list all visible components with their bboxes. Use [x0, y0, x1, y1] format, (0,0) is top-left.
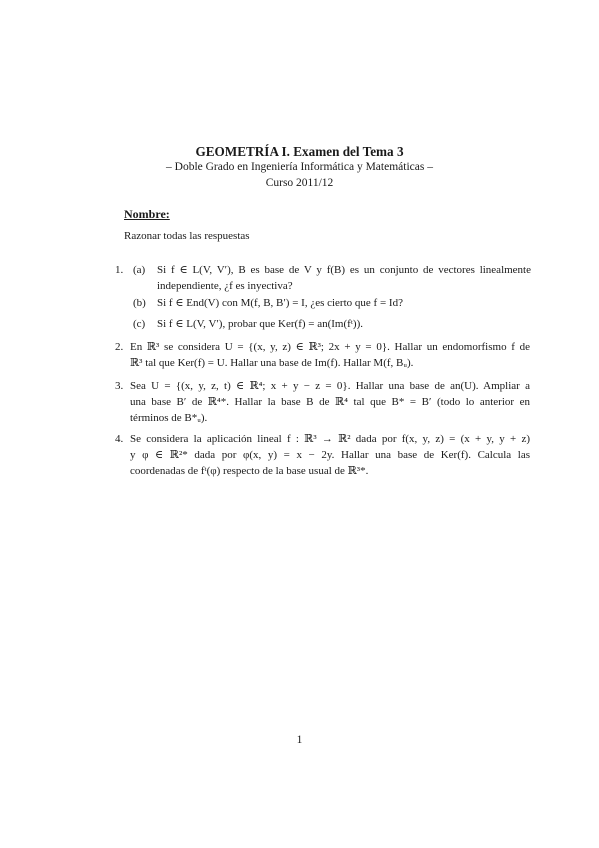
exam-title: GEOMETRÍA I. Examen del Tema 3 — [195, 144, 404, 159]
text-line: una base B′ de ℝ⁴*. Hallar la base B de ℝ⁴ tal que B* = B′ (todo lo anterior en — [130, 396, 530, 408]
text-line: independiente, ¿f es inyectiva? — [157, 280, 293, 292]
text-line: coordenadas de fᵗ(φ) respecto de la base usual de ℝ³*. — [130, 465, 369, 477]
question-number: 4. — [115, 433, 124, 445]
part-label: (c) — [133, 318, 146, 330]
text-line: y φ ∈ ℝ²* dada por φ(x, y) = x − 2y. Hallar una base de Ker(f). Calcula las — [130, 449, 530, 461]
question-number: 2. — [115, 341, 124, 353]
exam-course: Curso 2011/12 — [265, 177, 334, 189]
text-line: Sea U = {(x, y, z, t) ∈ ℝ⁴; x + y − z = 0}. Hallar una base de an(U). Ampliar a — [130, 380, 530, 392]
part-label: (a) — [133, 264, 146, 276]
question-number: 1. — [115, 264, 124, 276]
part-label: (b) — [133, 297, 146, 309]
exam-subtitle: – Doble Grado en Ingeniería Informática y Matemáticas – — [166, 161, 433, 173]
page-number: 1 — [296, 734, 303, 746]
text-line: Si f ∈ L(V, V′), B es base de V y f(B) es un conjunto de vectores linealmente — [157, 264, 531, 276]
question-number: 3. — [115, 380, 124, 392]
text-line: En ℝ³ se considera U = {(x, y, z) ∈ ℝ³; 2x + y = 0}. Hallar un endomorfismo f de — [130, 341, 530, 353]
text-line: Se considera la aplicación lineal f : ℝ³ → ℝ² dada por f(x, y, z) = (x + y, y + z) — [130, 433, 530, 445]
text-line: términos de B*ᵤ). — [130, 412, 208, 424]
text-line: Si f ∈ End(V) con M(f, B, B′) = I, ¿es cierto que f = Id? — [157, 297, 403, 309]
nombre-label: Nombre: — [124, 207, 170, 221]
text-line: ℝ³ tal que Ker(f) = U. Hallar una base de Im(f). Hallar M(f, Bᵤ). — [130, 357, 414, 369]
instructions: Razonar todas las respuestas — [124, 230, 250, 242]
text-line: Si f ∈ L(V, V′), probar que Ker(f) = an(Im(fᵗ)). — [157, 318, 363, 330]
